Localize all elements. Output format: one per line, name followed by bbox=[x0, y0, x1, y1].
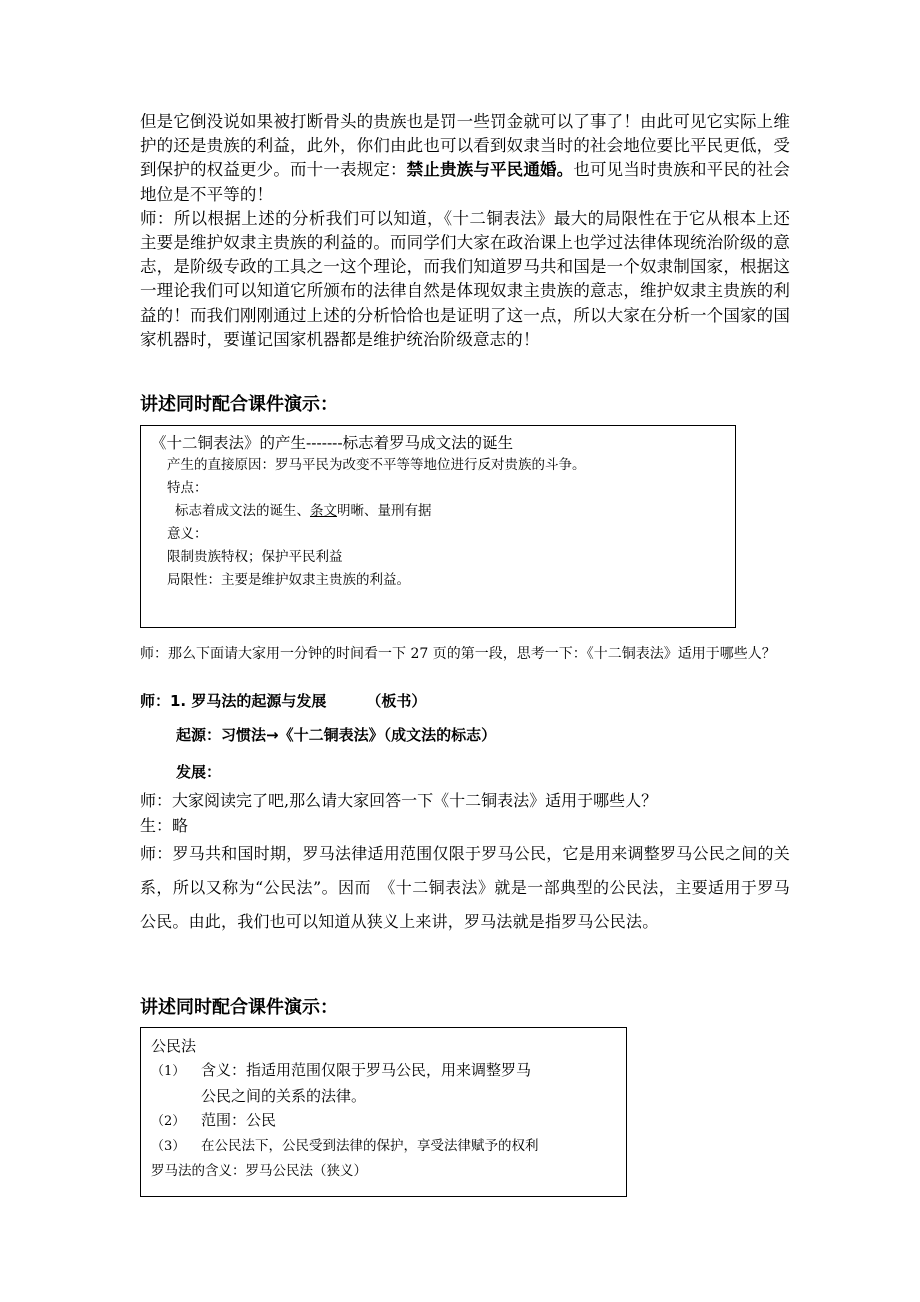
slide-item-3 bbox=[151, 1134, 616, 1159]
text-span: 起源：习惯法 bbox=[176, 726, 267, 744]
slide-line-meaning-label: 意义： bbox=[167, 526, 208, 542]
section-heading: 讲述同时配合课件演示： bbox=[140, 997, 338, 1018]
slide-item-1 bbox=[151, 1058, 616, 1084]
text-span: 含义：指适用范围仅限于罗马公民，用来调整罗马 bbox=[201, 1061, 532, 1079]
arrow-icon: → bbox=[266, 726, 279, 744]
slide-title: 公民法 bbox=[151, 1037, 197, 1055]
slide-line-meaning: 限制贵族特权；保护平民利益 bbox=[167, 549, 343, 565]
underlined-text: 条文 bbox=[310, 503, 337, 519]
board-title bbox=[140, 690, 426, 711]
text-span: 在公民法下，公民受到法律的保护，享受法律赋予的权利 bbox=[201, 1138, 539, 1154]
slide-line-feature-label: 特点： bbox=[167, 480, 208, 496]
board-development: 发展： bbox=[176, 763, 222, 781]
item-number: （1） bbox=[151, 1064, 186, 1079]
paragraph-analysis bbox=[140, 110, 790, 352]
slide-item-2 bbox=[151, 1108, 616, 1134]
bold-text: 禁止贵族与平民通婚。 bbox=[406, 160, 574, 180]
document-page bbox=[140, 110, 790, 1179]
slide-item-4: 罗马法的含义：罗马公民法（狭义） bbox=[151, 1163, 367, 1179]
text-span: （板书） bbox=[366, 692, 427, 710]
text-span: 明晰、量刑有据 bbox=[337, 503, 432, 519]
board-origin bbox=[176, 724, 496, 745]
item-number: （3） bbox=[151, 1139, 186, 1154]
text-span: 也可见当时贵族和平民的社会地位是不平等的！ bbox=[140, 160, 790, 204]
slide-item-1-cont: 公民之间的关系的法律。 bbox=[201, 1087, 367, 1105]
slide-title: 《十二铜表法》的产生-------标志着罗马成文法的诞生 bbox=[151, 434, 514, 452]
text-span: 范围：公民 bbox=[201, 1111, 277, 1129]
student-line: 生：略 bbox=[140, 816, 189, 835]
text-span: 师：1. 罗马法的起源与发展 bbox=[140, 692, 327, 710]
teacher-line: 师：大家阅读完了吧,那么请大家回答一下《十二铜表法》适用于哪些人？ bbox=[140, 791, 658, 810]
slide-line-limit: 局限性：主要是维护奴隶主贵族的利益。 bbox=[167, 572, 410, 588]
section-heading: 讲述同时配合课件演示： bbox=[140, 394, 338, 415]
slide-line-feature bbox=[151, 500, 725, 523]
text-span: 《十二铜表法》（成文法的标志） bbox=[278, 726, 497, 744]
text-span: 但是它倒没说如果被打断骨头的贵族也是罚一些罚金就可以了事了！由此可见它实际上维护的还是贵族的利益，此外，你们由此也可以看到奴隶当时的社会地位要比平民更低，受到保护的权益更少。而十一表规定： bbox=[140, 112, 790, 180]
teacher-explanation: 师：罗马共和国时期，罗马法律适用范围仅限于罗马公民，它是用来调整罗马公民之间的关系，所以又称为“公民法”。因而 《十二铜表法》就是一部典型的公民法，主要适用于罗马公民。由此，我们也可以知道从狭义上来讲，罗马法就是指罗马公民法。 bbox=[140, 844, 790, 931]
text-span: 标志着成文法的诞生、 bbox=[175, 503, 310, 519]
teacher-paragraph: 师：所以根据上述的分析我们可以知道，《十二铜表法》最大的局限性在于它从根本上还主要是维护奴隶主贵族的利益的。而同学们大家在政治课上也学过法律体现统治阶级的意志，是阶级专政的工具之一这个理论，而我们知道罗马共和国是一个奴隶制国家，根据这一理论我们可以知道它所颁布的法律自然是体现奴隶主贵族的意志，维护奴隶主贵族的利益的！而我们刚刚通过上述的分析恰恰也是证明了这一点，所以大家在分析一个国家的国家机器时，要谨记国家机器都是维护统治阶级意志的！ bbox=[140, 208, 790, 349]
slide-box-civil-law bbox=[140, 1027, 627, 1197]
item-number: （2） bbox=[151, 1114, 186, 1129]
slide-box-twelve-tables bbox=[140, 425, 736, 628]
slide-line-cause: 产生的直接原因：罗马平民为改变不平等等地位进行反对贵族的斗争。 bbox=[167, 457, 586, 473]
dialog-block bbox=[140, 788, 790, 838]
question-paragraph: 师：那么下面请大家用一分钟的时间看一下 27 页的第一段，思考一下：《十二铜表法》适用于哪些人？ bbox=[140, 646, 776, 662]
